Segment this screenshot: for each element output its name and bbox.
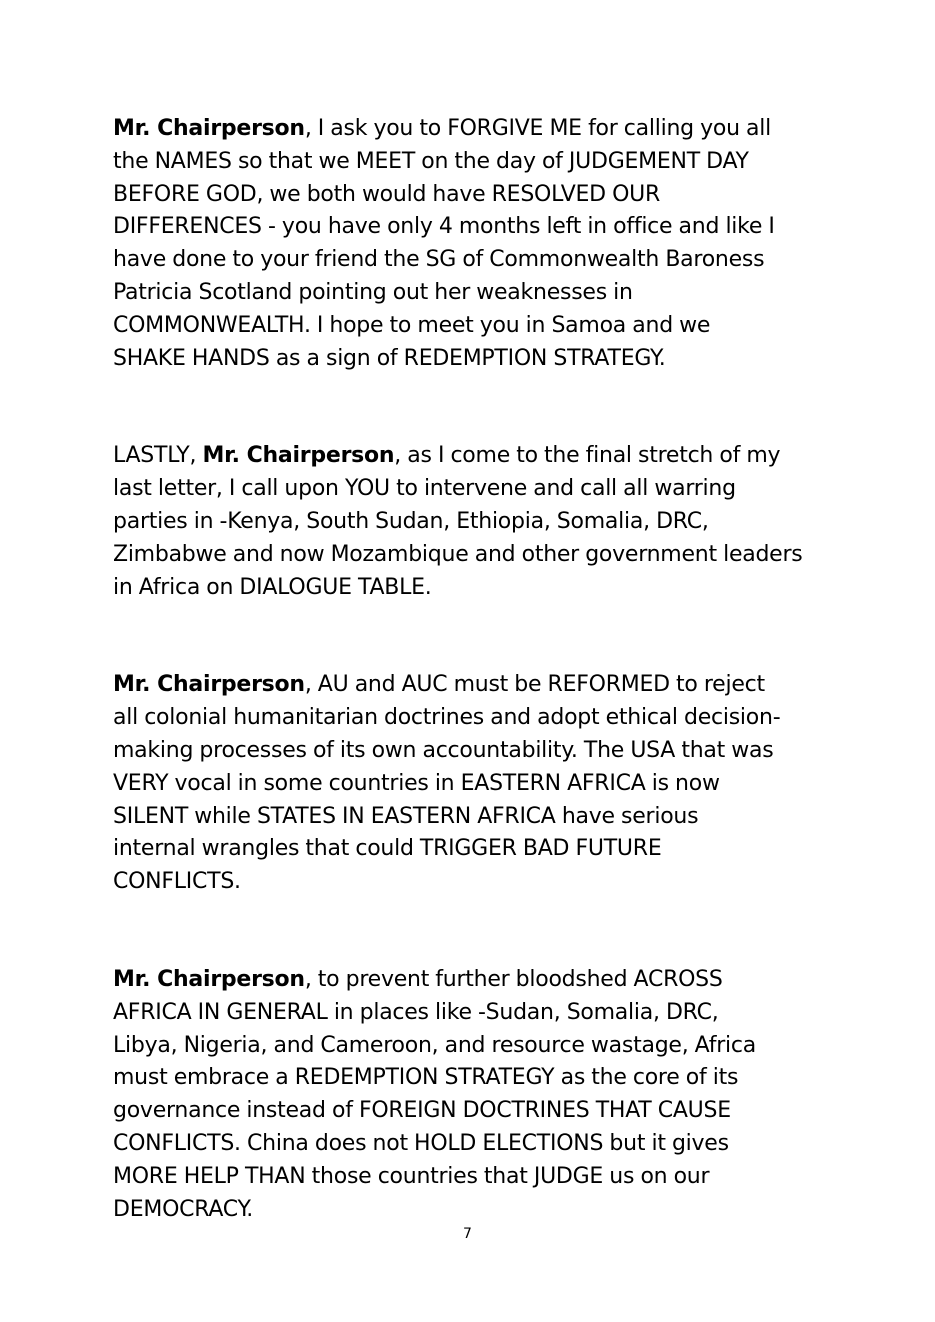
text-line (113, 440, 833, 473)
text-line (113, 669, 833, 702)
text-line: Libya, Nigeria, and Cameroon, and resource wastage, Africa (113, 1032, 756, 1058)
text-line: DEMOCRACY. (113, 1196, 254, 1222)
text-run: LASTLY, (113, 443, 203, 469)
text-line: AFRICA IN GENERAL in places like -Sudan, Somalia, DRC, (113, 999, 719, 1025)
text-line: CONFLICTS. China does not HOLD ELECTIONS but it gives (113, 1130, 729, 1156)
text-line: internal wrangles that could TRIGGER BAD FUTURE (113, 836, 662, 862)
text-line: SHAKE HANDS as a sign of REDEMPTION STRATEGY. (113, 345, 666, 371)
text-line: all colonial humanitarian doctrines and adopt ethical decision- (113, 705, 781, 731)
text-line: Patricia Scotland pointing out her weaknesses in (113, 279, 633, 305)
text-line: VERY vocal in some countries in EASTERN AFRICA is now (113, 770, 720, 796)
text-line (113, 113, 833, 146)
text-line: have done to your friend the SG of Commonwealth Baroness (113, 247, 765, 273)
text-line: BEFORE GOD, we both would have RESOLVED OUR (113, 181, 661, 207)
text-run: , AU and AUC must be REFORMED to reject (304, 672, 765, 698)
page-number: 7 (463, 1226, 472, 1242)
paragraph-dialogue (113, 440, 833, 604)
text-line: governance instead of FOREIGN DOCTRINES THAT CAUSE (113, 1098, 731, 1124)
letter-body (113, 113, 833, 1226)
text-line: DIFFERENCES - you have only 4 months left in office and like I (113, 214, 775, 240)
text-line: the NAMES so that we MEET on the day of JUDGEMENT DAY (113, 148, 749, 174)
text-line: COMMONWEALTH. I hope to meet you in Samoa and we (113, 312, 711, 338)
addressee-bold: Mr. Chairperson (113, 966, 305, 992)
text-line: MORE HELP THAN those countries that JUDGE us on our (113, 1163, 710, 1189)
text-line: parties in -Kenya, South Sudan, Ethiopia, Somalia, DRC, (113, 508, 709, 534)
paragraph-redemption (113, 964, 833, 1226)
addressee-bold: Mr. Chairperson (202, 443, 395, 469)
text-run: , I ask you to FORGIVE ME for calling you all (304, 116, 771, 141)
text-line (113, 964, 833, 997)
text-run: , to prevent further bloodshed ACROSS (304, 966, 723, 992)
paragraph-forgiveness (113, 113, 833, 375)
text-line: SILENT while STATES IN EASTERN AFRICA have serious (113, 803, 699, 829)
text-run: , as I come to the final stretch of my (394, 443, 781, 469)
text-line: Zimbabwe and now Mozambique and other government leaders (113, 541, 803, 567)
text-line: must embrace a REDEMPTION STRATEGY as the core of its (113, 1065, 739, 1091)
text-line: last letter, I call upon YOU to intervene and call all warring (113, 476, 736, 502)
text-line: CONFLICTS. (113, 869, 241, 895)
text-line: making processes of its own accountability. The USA that was (113, 737, 774, 763)
addressee-bold: Mr. Chairperson (113, 672, 305, 698)
paragraph-reform (113, 669, 833, 899)
addressee-bold: Mr. Chairperson (113, 116, 305, 141)
text-line: in Africa on DIALOGUE TABLE. (113, 574, 432, 600)
